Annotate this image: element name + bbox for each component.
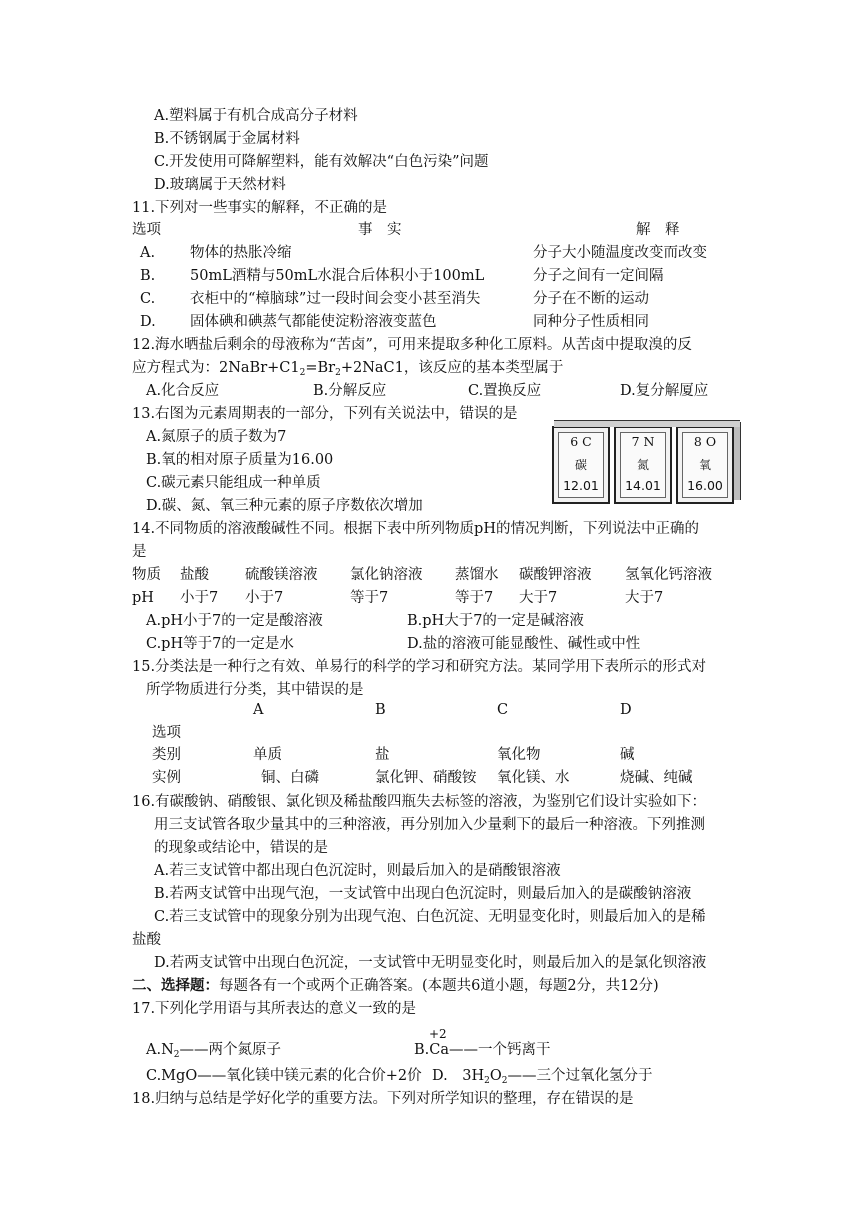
q14-substance-cell: 碳酸钾溶液 [519,567,592,583]
q11-row-fact: 固体碘和碘蒸气都能使淀粉溶液变蓝色 [190,314,437,330]
q14-option-b: B.pH大于7的一定是碱溶液 [407,613,584,629]
q15-example-cell: 氧化镁、水 [497,770,570,786]
q15-category-cell: 单质 [253,747,282,763]
q15-column-letter: D [620,702,632,718]
table-3d-top [554,420,740,427]
q14-ph-cell: 等于7 [455,590,494,606]
q16-option-c-line1: C.若三支试管中的现象分别为出现气泡、白色沉淀、无明显变化时，则最后加入的是稀 [154,909,706,925]
q11-row-explanation: 分子在不断的运动 [533,291,649,307]
q13-stem: 13.右图为元素周期表的一部分，下列有关说法中，错误的是 [132,406,518,422]
q11-row-option: B. [140,268,156,284]
q15-stem-line1: 15.分类法是一种行之有效、单易行的科学的学习和研究方法。某同学用下表所示的形式对 [132,659,707,675]
q12-stem-line1: 12.海水晒盐后剩余的母液称为“苦卤”，可用来提取多种化工原料。从苦卤中提取溴的反 [132,337,692,353]
q14-stem-line1: 14.不同物质的溶液酸碱性不同。根据下表中所列物质pH的情况判断，下列说法中正确的 [132,521,699,537]
q14-ph-cell: pH [132,590,154,606]
q16-option-c-line2: 盐酸 [132,932,161,948]
q14-option-c: C.pH等于7的一定是水 [146,636,294,652]
q17-option-a: $A.N_2——$两个氮原子 [146,1042,282,1060]
element-cell-carbon [552,426,610,504]
q10-option-c: C.开发使用可降解塑料，能有效解决“白色污染”问题 [154,154,489,170]
q16-stem-line3: 的现象或结论中，错误的是 [154,840,328,856]
q14-ph-cell: 大于7 [519,590,558,606]
q14-option-a: A.pH小于7的一定是酸溶液 [146,613,323,629]
q14-ph-cell: 小于7 [245,590,284,606]
element-mass: 16.00 [687,478,723,493]
q12-stem-line2: 应方程式为：$2NaBr+C1_2=Br_2+2NaC1$，该反应的基本类型属于 [132,360,564,378]
element-number: 7 N [631,434,655,449]
element-cell-nitrogen [614,426,672,504]
q10-option-d: D.玻璃属于天然材料 [154,177,286,193]
element-name: 氮 [636,458,649,472]
q13-option-b: B.氧的相对原子质量为16.00 [146,452,334,468]
q15-example-cell: 氯化钾、硝酸铵 [375,770,477,786]
q15-row-label-category: 类别 [152,747,181,763]
q16-option-d: D.若两支试管中出现白色沉淀，一支试管中无明显变化时，则最后加入的是氯化钡溶液 [154,955,707,971]
q11-row-explanation: 分子大小随温度改变而改变 [533,245,707,261]
q11-row-option: D. [140,314,156,330]
periodic-table-fragment [552,420,740,504]
q11-row-explanation: 分子之间有一定间隔 [533,268,664,284]
q11-header-fact: 事 实 [358,222,402,238]
q15-row-label-example: 实例 [152,770,181,786]
q15-category-cell: 氧化物 [497,747,541,763]
q14-ph-cell: 大于7 [625,590,664,606]
element-number: 8 O [693,434,717,449]
q17-b-charge: +2 [429,1027,447,1041]
q17-option-d: D. $3H_2O_2——$三个过氧化氢分于 [432,1068,653,1086]
q10-option-a: A.塑料属于有机合成高分子材料 [154,108,358,124]
q16-stem-line1: 16.有碳酸钠、硝酸银、氯化钡及稀盐酸四瓶失去标签的溶液，为鉴别它们设计实验如下： [132,794,707,810]
q11-row-fact: 衣柜中的“樟脑球”过一段时间会变小甚至消失 [190,291,481,307]
q11-row-fact: 50mL酒精与50mL水混合后体积小于100mL [190,268,485,284]
q11-header-explanation: 解 释 [636,222,680,238]
q15-row-label-option: 选项 [152,725,181,741]
element-name: 碳 [574,458,587,472]
q15-example-cell: 铜、白磷 [261,770,319,786]
element-mass: 14.01 [625,478,661,493]
q17-option-b: B.Ca——一个钙离干 [414,1042,551,1058]
q11-header-option: 选项 [132,222,161,238]
element-number: 6 C [570,434,592,449]
q15-category-cell: 碱 [620,747,635,763]
section2-heading-line [132,977,659,995]
table-3d-edge [734,422,741,500]
q15-category-cell: 盐 [375,747,390,763]
q14-ph-cell: 小于7 [180,590,219,606]
q14-ph-cell: 等于7 [350,590,389,606]
q14-substance-cell: 盐酸 [180,567,209,583]
q12-option-a: A.化合反应 [146,383,220,399]
q12-option-b: B.分解反应 [313,383,387,399]
q13-option-a: A.氮原子的质子数为7 [146,429,287,445]
q15-example-cell: 烧碱、纯碱 [620,770,693,786]
q14-substance-cell: 氯化钠溶液 [350,567,423,583]
q11-row-explanation: 同种分子性质相同 [533,314,649,330]
q14-substance-cell: 蒸馏水 [455,567,499,583]
q18-stem: 18.归纳与总结是学好化学的重要方法。下列对所学知识的整理，存在错误的是 [132,1091,634,1107]
q13-option-c: C.碳元素只能组成一种单质 [146,475,321,491]
q15-column-letter: C [497,702,509,718]
q17-stem: 17.下列化学用语与其所表达的意义一致的是 [132,1001,417,1017]
element-cell-oxygen [676,426,734,504]
section2-heading: 二、选择题： [132,978,219,994]
q14-stem-line2: 是 [132,544,147,560]
q12-option-d: D.复分解厦应 [620,383,709,399]
q13-option-d: D.碳、氮、氧三种元素的原子序数依次增加 [146,498,423,514]
q10-option-b: B.不锈钢属于金属材料 [154,131,300,147]
q11-row-fact: 物体的热胀冷缩 [190,245,292,261]
q16-option-a: A.若三支试管中都出现白色沉淀时，则最后加入的是硝酸银溶液 [154,863,561,879]
section2-description: 每题各有一个或两个正确答案。(本题共6道小题，每题2分，共12分) [219,978,659,994]
q16-stem-line2: 用三支试管各取少量其中的三种溶液，再分别加入少量剩下的最后一种溶液。下列推测 [154,817,705,833]
element-name: 氧 [698,458,711,472]
q14-substance-cell: 物质 [132,567,161,583]
q12-option-c: C.置换反应 [468,383,542,399]
q14-substance-cell: 氢氧化钙溶液 [625,567,712,583]
q14-substance-cell: 硫酸镁溶液 [245,567,318,583]
q15-column-letter: B [375,702,386,718]
q15-column-letter: A [253,702,264,718]
q15-stem-line2: 所学物质进行分类，其中错误的是 [146,682,364,698]
q11-stem: 11.下列对一些事实的解释，不正确的是 [132,200,388,216]
q17-option-c: C.MgO——氧化镁中镁元素的化合价+2价 [146,1068,422,1084]
q11-row-option: A. [140,245,156,261]
element-mass: 12.01 [563,478,599,493]
q14-option-d: D.盐的溶液可能显酸性、碱性或中性 [407,636,641,652]
q16-option-b: B.若两支试管中出现气泡，一支试管中出现白色沉淀时，则最后加入的是碳酸钠溶液 [154,886,692,902]
q11-row-option: C. [140,291,156,307]
